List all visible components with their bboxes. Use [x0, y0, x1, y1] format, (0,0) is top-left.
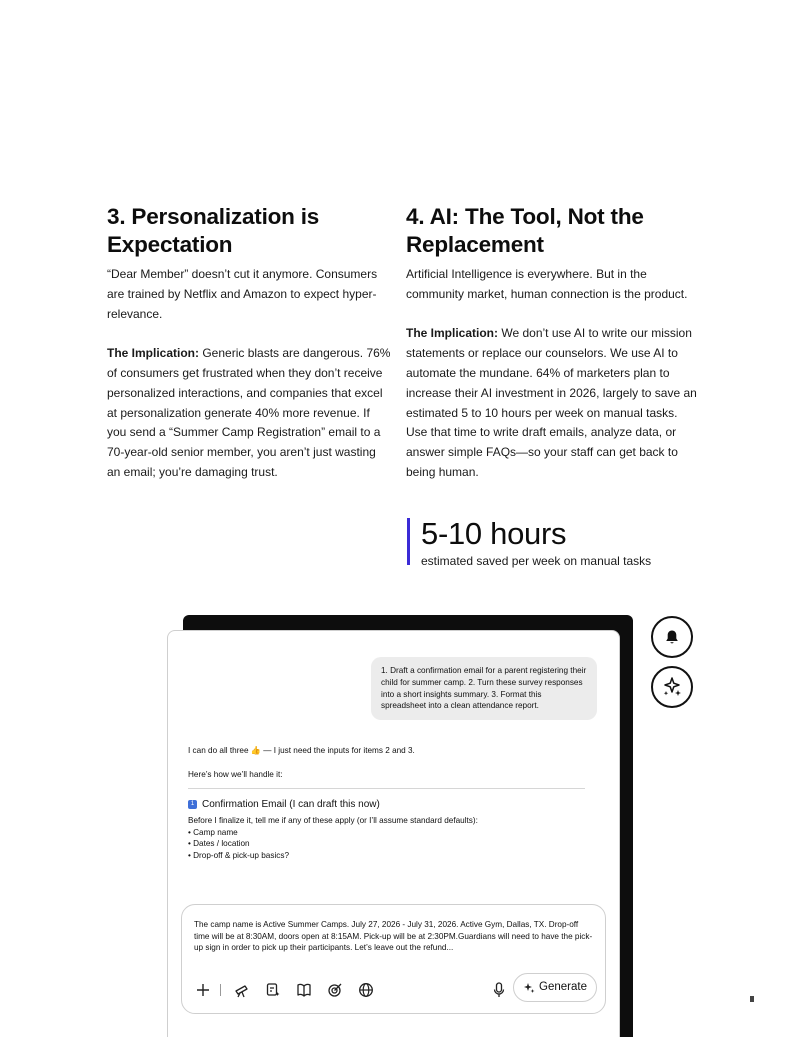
- reply-line: Before I finalize it, tell me if any of these apply (or I’ll assume standard defaults):: [188, 816, 478, 826]
- reply-bullet-list: [188, 827, 588, 862]
- generate-button-label: Generate: [539, 980, 587, 993]
- toolbar-divider: [220, 984, 221, 996]
- stat-label: estimated saved per week on manual tasks: [421, 554, 652, 568]
- sparkles-icon: [661, 676, 683, 698]
- implication-text: Generic blasts are dangerous. 76% of consumers get frustrated when they don’t receive personalized interactions, and companies that excel at personalization generate 40% more revenue. If you send a “Summer Camp Registration” email to a 70-year-old senior member, you aren’t just wasting an email; you’re damaging trust.: [107, 346, 391, 479]
- telescope-icon[interactable]: [231, 979, 253, 1001]
- article-column-personalization: [107, 203, 392, 483]
- intro-paragraph: Artificial Intelligence is everywhere. But in the community market, human connection is the product.: [406, 267, 688, 301]
- number-one-icon: 1: [188, 800, 197, 809]
- implication-paragraph: [107, 344, 392, 483]
- plus-icon[interactable]: [192, 979, 214, 1001]
- reply-section-heading: [188, 798, 588, 811]
- intro-paragraph: “Dear Member” doesn’t cut it anymore. Consumers are trained by Netflix and Amazon to expect hyper-relevance.: [107, 267, 378, 321]
- implication-label: The Implication:: [107, 346, 200, 361]
- implication-paragraph: [406, 324, 698, 482]
- message-composer[interactable]: [181, 904, 606, 1014]
- book-icon[interactable]: [293, 979, 315, 1001]
- list-item: • Drop-off & pick-up basics?: [188, 850, 290, 860]
- stat-value: 5-10 hours: [421, 516, 567, 551]
- composer-input[interactable]: The camp name is Active Summer Camps. July 27, 2026 - July 31, 2026. Active Gym, Dallas, TX. Drop-off time will be at 8:30AM, doors open at 8:15AM. Pick-up will be at 2:30PM.Guardians will need to have the pick-up sign in order to pick up their participants. Let’s leave out the refund...: [194, 920, 593, 953]
- target-icon[interactable]: [324, 979, 346, 1001]
- composer-toolbar: [192, 979, 386, 1001]
- generate-button[interactable]: [513, 973, 597, 1002]
- article-column-ai: [406, 203, 698, 483]
- assistant-reply: [188, 745, 588, 862]
- document-sparkle-icon[interactable]: [262, 979, 284, 1001]
- globe-icon[interactable]: [355, 979, 377, 1001]
- user-message-bubble: 1. Draft a confirmation email for a parent registering their child for summer camp. 2. Turn these survey responses into a short insights summary. 3. Format this spreadsheet into a clean attendance report.: [371, 657, 597, 720]
- stat-callout: [407, 516, 652, 568]
- list-item: • Dates / location: [188, 839, 250, 849]
- section-heading-personalization: 3. Personalization is Expectation: [107, 204, 320, 257]
- notification-button[interactable]: [651, 616, 693, 658]
- implication-label: The Implication:: [406, 326, 499, 341]
- sparkle-icon: [523, 982, 535, 994]
- reply-section-title: Confirmation Email (I can draft this now): [202, 799, 380, 811]
- chat-window: [167, 630, 620, 1037]
- reply-line: Here’s how we’ll handle it:: [188, 769, 283, 779]
- reply-line: I can do all three 👍 — I just need the inputs for items 2 and 3.: [188, 746, 415, 755]
- list-item: • Camp name: [188, 827, 238, 837]
- bell-icon: [664, 629, 680, 645]
- ai-sparkle-button[interactable]: [651, 666, 693, 708]
- divider: [188, 788, 585, 789]
- section-heading-ai: 4. AI: The Tool, Not the Replacement: [406, 204, 644, 257]
- corner-mark: [750, 996, 754, 1002]
- implication-text: We don’t use AI to write our mission statements or replace our counselors. We use AI to automate the mundane. 64% of marketers plan to increase their AI investment in 2026, largely to save an estimated 5 to 10 hours per week on manual tasks. Use that time to write draft emails, analyze data, or answer simple FAQs—so your staff can get back to being human.: [406, 326, 697, 479]
- microphone-icon[interactable]: [490, 981, 508, 999]
